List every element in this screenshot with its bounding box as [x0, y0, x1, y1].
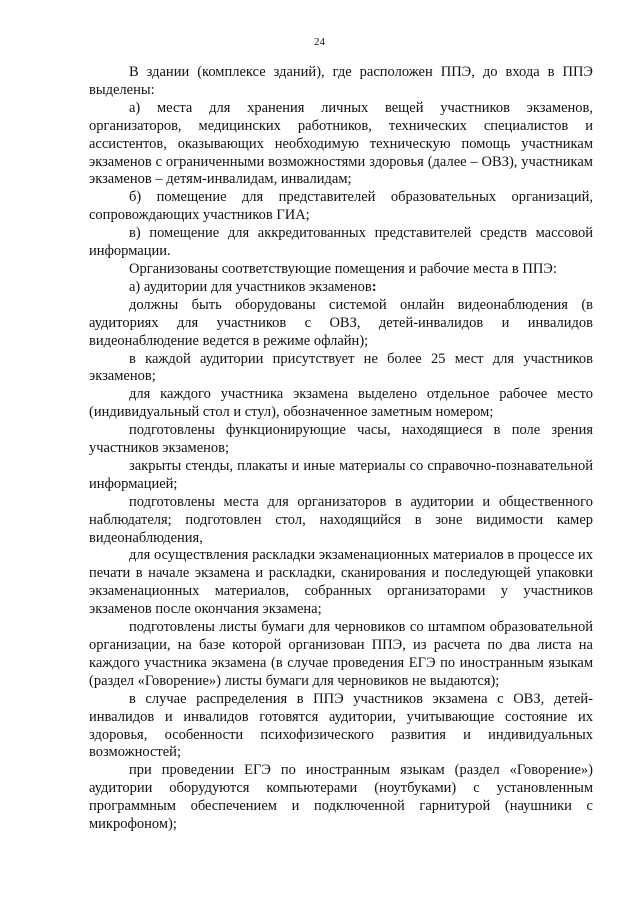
- auditoriums-colon: :: [371, 278, 377, 295]
- paragraph-video-surveillance: должны быть оборудованы системой онлайн видеонаблюдения (в аудиториях для участников с ОВЗ, детей-инвалидов и инвалидов видеонаблюдение ведется в режиме офлайн);: [89, 296, 593, 349]
- paragraph-auditoriums: [89, 279, 593, 297]
- paragraph-intro: В здании (комплексе зданий), где расположен ППЭ, до входа в ППЭ выделены:: [89, 64, 593, 98]
- paragraph-seats: в каждой аудитории присутствует не более 25 мест для участников экзаменов;: [89, 350, 593, 385]
- paragraph-clocks: подготовлены функционирующие часы, находящиеся в поле зрения участников экзаменов;: [89, 422, 593, 457]
- paragraph-organizer-places: подготовлены места для организаторов в аудитории и общественного наблюдателя; подготовлен стол, находящийся в зоне видимости камер видеонаблюдения,: [89, 493, 593, 546]
- paragraph-organized: Организованы соответствующие помещения и рабочие места в ППЭ:: [129, 260, 557, 277]
- paragraph-workplace: для каждого участника экзамена выделено отдельное рабочее место (индивидуальный стол и стул), обозначенное заметным номером;: [89, 386, 593, 421]
- paragraph-item-v: в) помещение для аккредитованных представителей средств массовой информации.: [89, 225, 593, 260]
- paragraph-stands: закрыты стенды, плакаты и иные материалы со справочно-познавательной информацией;: [89, 457, 593, 492]
- paragraph-item-b: б) помещение для представителей образовательных организаций, сопровождающих участников ГИА;: [89, 189, 593, 224]
- auditoriums-heading: а) аудитории для участников экзаменов: [129, 278, 372, 295]
- paragraph-item-a: а) места для хранения личных вещей участников экзаменов, организаторов, медицинских работников, технических специалистов и ассистентов, оказывающих необходимую техническую помощь участникам экзаменов с ограниченными возможностями здоровья (далее – ОВЗ), участникам экзаменов – детям-инвалидам, инвалидам;: [89, 99, 593, 188]
- paragraph-drafts: подготовлены листы бумаги для черновиков со штампом образовательной организации, на базе которой организован ППЭ, из расчета по два листа на каждого участника экзамена (в случае проведения ЕГЭ по иностранным языкам (раздел «Говорение») листы бумаги для черновиков не выдаются);: [89, 619, 593, 689]
- document-body: [89, 64, 593, 834]
- paragraph-layout: для осуществления раскладки экзаменационных материалов в процессе их печати в начале экзамена и раскладки, сканирования и последующей упаковки экзаменационных материалов, собранных организаторами у участников экзаменов после окончания экзамена;: [89, 547, 593, 618]
- paragraph-ovz: в случае распределения в ППЭ участников экзамена с ОВЗ, детей-инвалидов и инвалидов готовятся аудитории, учитывающие состояние их здоровья, особенности психофизического развития и индивидуальных возможностей;: [89, 690, 593, 761]
- page-number: 24: [314, 36, 325, 48]
- paragraph-speaking: при проведении ЕГЭ по иностранным языкам (раздел «Говорение») аудитории оборудуются компьютерами (ноутбуками) с установленным программным обеспечением и подключенной гарнитурой (наушники с микрофоном);: [89, 762, 593, 833]
